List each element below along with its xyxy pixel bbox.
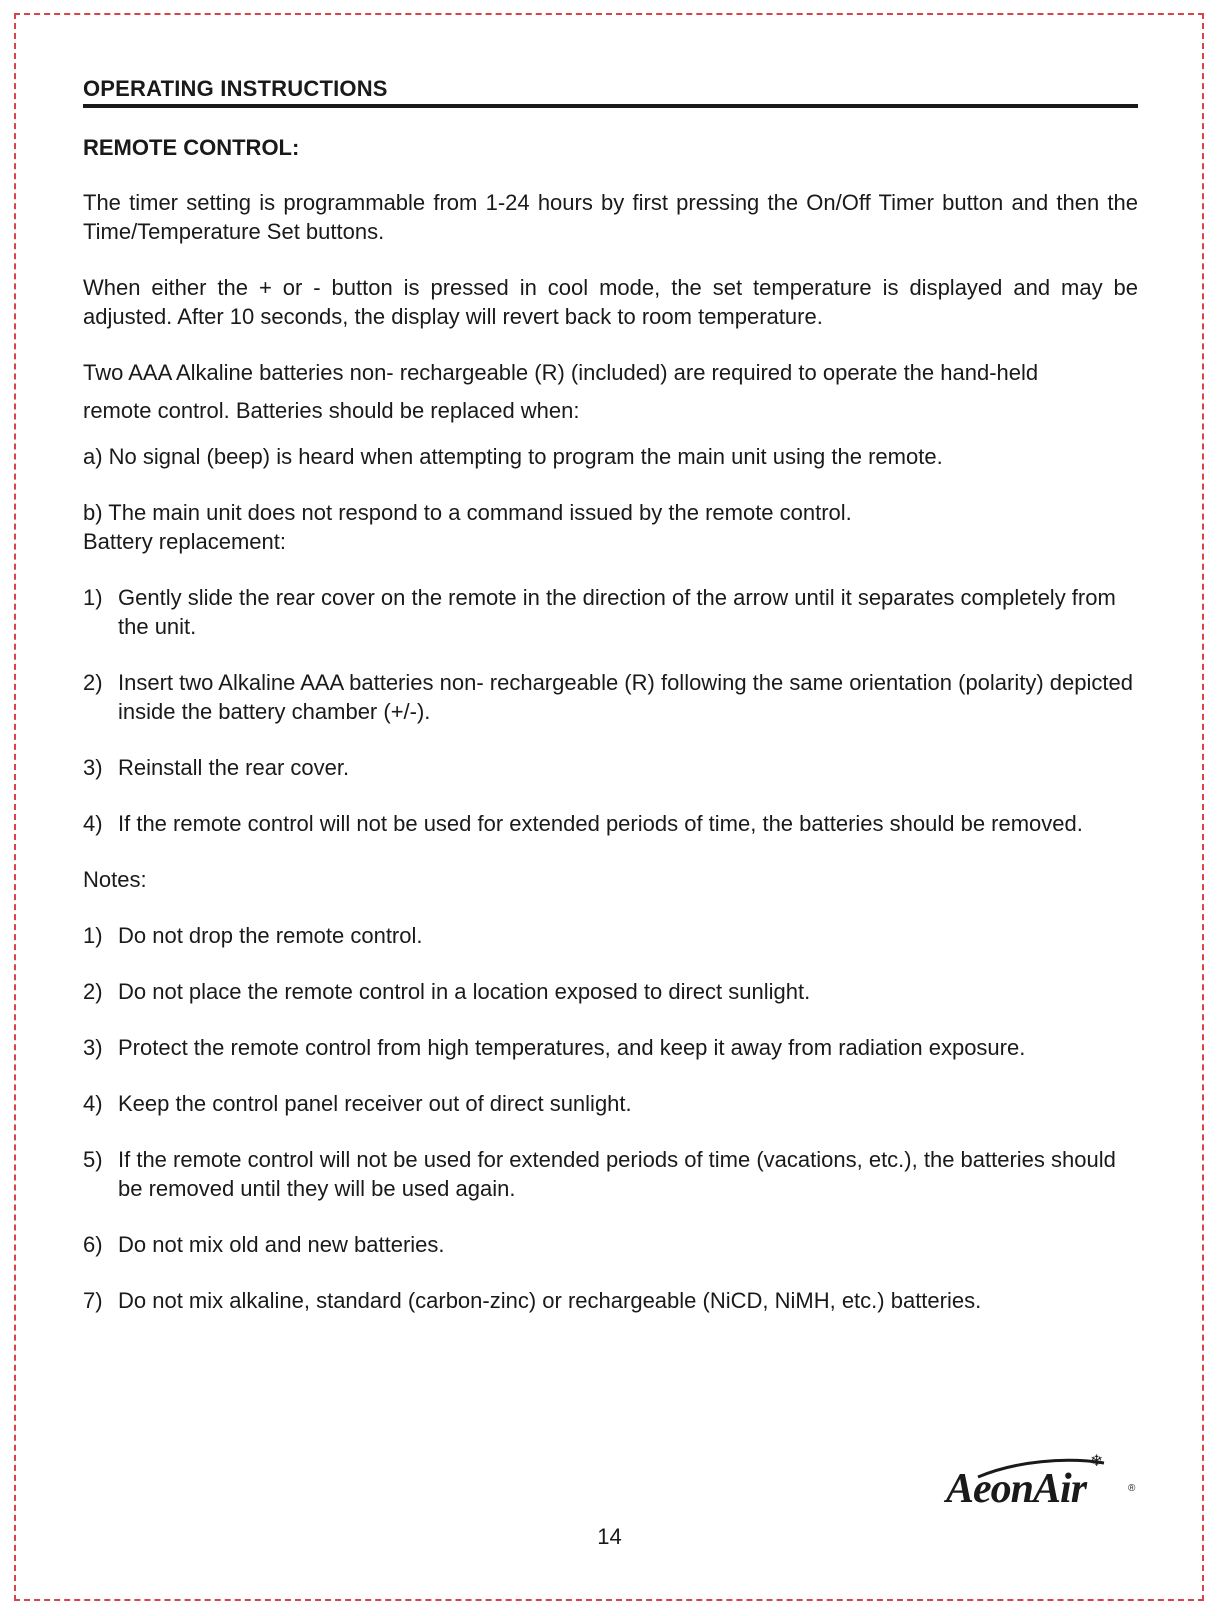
note-text: If the remote control will not be used for extended periods of time (vacations, etc.), the batteries should be removed until they will be used again. — [118, 1147, 1116, 1201]
step-text: Reinstall the rear cover. — [118, 755, 350, 780]
note-7 — [83, 1286, 1138, 1315]
batteries-paragraph-line1: Two AAA Alkaline batteries non- rechargeable (R) (included) are required to operate the hand-held — [83, 360, 1039, 385]
step-number: 2) — [83, 670, 103, 695]
step-number: 1) — [83, 585, 103, 610]
step-text: Insert two Alkaline AAA batteries non- rechargeable (R) following the same orientation (polarity) depicted inside the battery chamber (+/-). — [118, 670, 1133, 724]
note-number: 1) — [83, 923, 103, 948]
battery-step-2 — [83, 668, 1138, 726]
step-text: Gently slide the rear cover on the remote in the direction of the arrow until it separates completely from the unit. — [118, 585, 1116, 639]
battery-replacement-label: Battery replacement: — [83, 529, 286, 554]
batteries-paragraph-line2: remote control. Batteries should be replaced when: — [83, 398, 580, 423]
page-number: 14 — [597, 1524, 622, 1549]
note-text: Do not mix alkaline, standard (carbon-zinc) or rechargeable (NiCD, NiMH, etc.) batteries. — [118, 1288, 982, 1313]
sub-title: REMOTE CONTROL: — [83, 135, 300, 160]
note-text: Keep the control panel receiver out of direct sunlight. — [118, 1091, 632, 1116]
logo-wordmark: AeonAir — [946, 1466, 1087, 1512]
page-content — [83, 76, 1138, 1315]
notes-label: Notes: — [83, 867, 147, 892]
timer-paragraph: The timer setting is programmable from 1-24 hours by first pressing the On/Off Timer button and then the Time/Temperature Set buttons. — [83, 190, 1138, 244]
aeonair-logo — [946, 1453, 1136, 1515]
note-6 — [83, 1230, 1138, 1259]
step-number: 3) — [83, 755, 103, 780]
battery-step-1 — [83, 583, 1138, 641]
note-text: Do not drop the remote control. — [118, 923, 423, 948]
note-4 — [83, 1089, 1138, 1118]
step-number: 4) — [83, 811, 103, 836]
setpoint-paragraph: When either the + or - button is pressed in cool mode, the set temperature is displayed and may be adjusted. After 10 seconds, the display will revert back to room temperature. — [83, 275, 1138, 329]
note-number: 2) — [83, 979, 103, 1004]
section-title: OPERATING INSTRUCTIONS — [83, 76, 1138, 108]
note-text: Protect the remote control from high temperatures, and keep it away from radiation exposure. — [118, 1035, 1026, 1060]
note-number: 4) — [83, 1091, 103, 1116]
replace-condition-b: b) The main unit does not respond to a command issued by the remote control. — [83, 500, 852, 525]
note-text: Do not place the remote control in a location exposed to direct sunlight. — [118, 979, 811, 1004]
note-number: 3) — [83, 1035, 103, 1060]
note-number: 7) — [83, 1288, 103, 1313]
note-text: Do not mix old and new batteries. — [118, 1232, 445, 1257]
note-2 — [83, 977, 1138, 1006]
battery-step-4 — [83, 809, 1138, 838]
battery-step-3 — [83, 753, 1138, 782]
note-1 — [83, 921, 1138, 950]
note-3 — [83, 1033, 1138, 1062]
note-number: 6) — [83, 1232, 103, 1257]
note-number: 5) — [83, 1147, 103, 1172]
snowflake-icon: ❄ — [1090, 1453, 1104, 1470]
registered-mark-icon: ® — [1128, 1483, 1136, 1494]
note-5 — [83, 1145, 1138, 1203]
replace-condition-a: a) No signal (beep) is heard when attempting to program the main unit using the remote. — [83, 444, 943, 469]
step-text: If the remote control will not be used for extended periods of time, the batteries should be removed. — [118, 811, 1083, 836]
